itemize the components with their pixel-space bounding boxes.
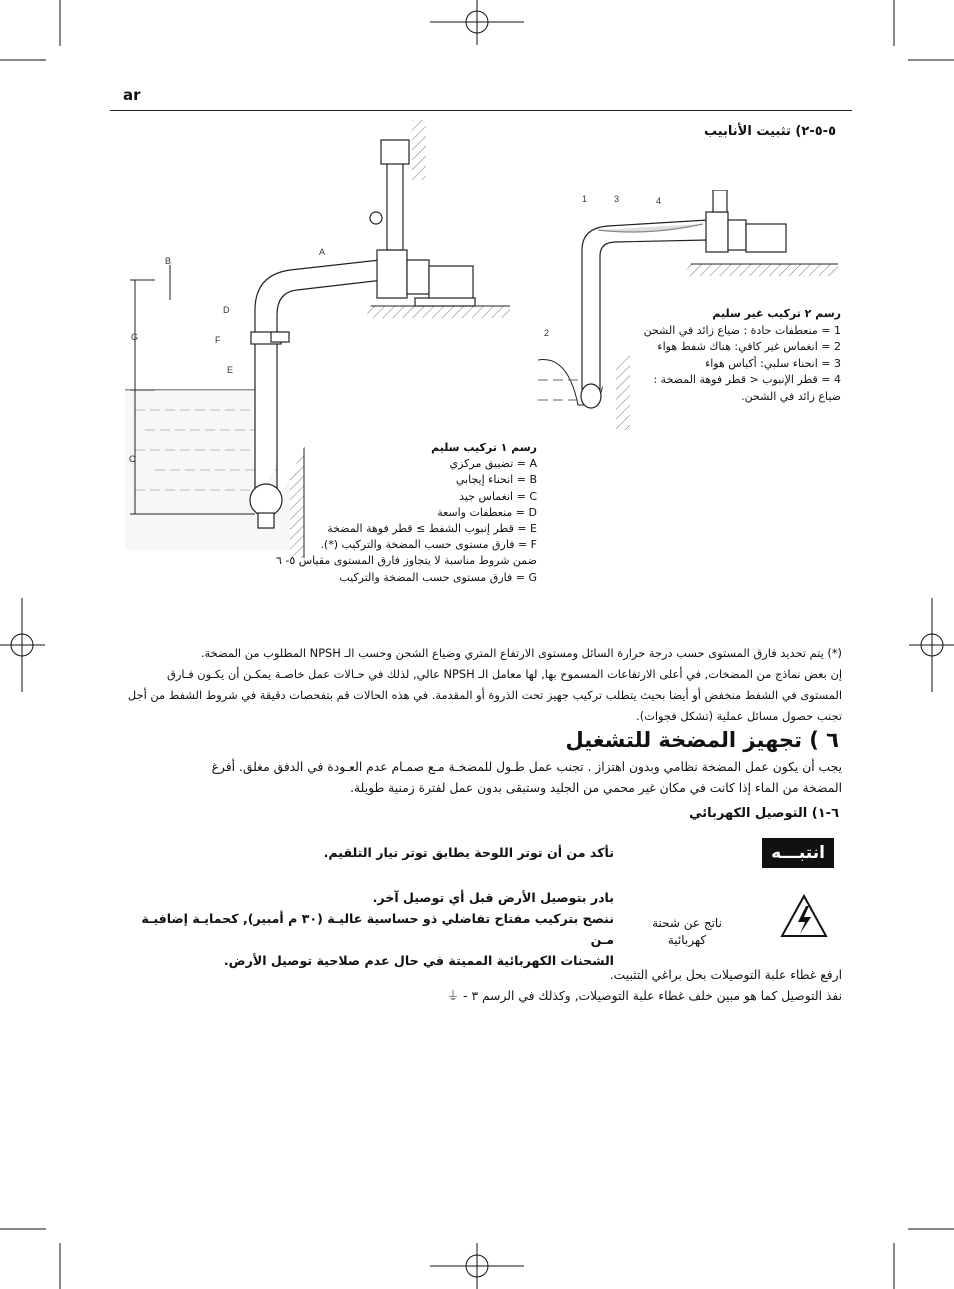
legend-item: 2 = انغماس غير كافي: هناك شفط هواء — [657, 340, 841, 353]
number-1: 1 — [582, 194, 588, 204]
legend-item: D = منعطفات واسعة — [437, 505, 537, 519]
section6-1-heading: ٦-١) التوصيل الكهربائي — [689, 806, 839, 821]
grounding-instruction — [114, 887, 614, 971]
letter-a: A — [319, 247, 326, 257]
section6-heading: ٦ ) تجهيز المضخة للتشغيل — [565, 728, 839, 752]
instruction-line: بادر بتوصيل الأرض قبل أي توصيل آخر. — [372, 890, 614, 905]
legend-item: ضمن شروط مناسبة لا يتجاوز فارق المستوى مقياس ٥- ٦ — [275, 554, 537, 568]
legend-item: E = قطر إنبوب الشفط ≥ قطر فوهة المضخة — [327, 522, 537, 536]
letter-d: D — [223, 305, 230, 315]
body-line — [107, 986, 842, 1007]
figure2-legend — [631, 306, 841, 405]
body-line-text: نفذ التوصيل كما هو مبين خلف غطاء علبة التوصيلات, وكذلك في الرسم ٣ - — [463, 989, 842, 1003]
letter-e: E — [227, 365, 234, 375]
pump-motor — [706, 190, 786, 252]
legend-item: A = تضييق مركزي — [449, 457, 537, 471]
figure2-legend-title: رسم ٢ تركيب غير سليم — [712, 307, 841, 320]
body-line: ارفع غطاء علبة التوصيلات بحل براغي التثبيت. — [609, 968, 842, 982]
footnote-line: المستوى في الشفط منخفض أو أيضا بحيث يتطلب تركيب جهيز تحت الذروة أو المقدمة. في هذه الحالات قم بتفحصات دقيقة في شروط الشفط من أجل — [127, 688, 842, 702]
language-code: ar — [123, 86, 141, 104]
figure1-legend — [207, 440, 537, 586]
number-4: 4 — [656, 196, 662, 206]
body-line: المضخة من الماء إذا كانت في مكان غير محمي من الجليد وستبقى بدون عمل لفترة زمنية طويلة. — [350, 781, 842, 795]
letter-f: F — [215, 335, 221, 345]
number-3: 3 — [614, 194, 620, 204]
warning-label: انتبـــه — [762, 838, 834, 868]
legend-item: G = فارق مستوى حسب المضخة والتركيب — [339, 570, 537, 584]
legend-item: B = انحناء إيجابي — [455, 473, 537, 487]
number-2: 2 — [544, 328, 550, 338]
section6-body — [107, 757, 842, 799]
legend-item: 1 = منعطفات حادة : ضياع زائد في الشحن — [643, 323, 841, 337]
hazard-caption: ناتج عن شحنة كهربائية — [652, 916, 722, 947]
instruction-line: ننصح بتركيب مفتاح تفاضلي ذو حساسية عاليـة (٣٠ م أمبير), كحمايـة إضافيـة مـن — [141, 911, 614, 947]
footnote-line: (*) يتم تحديد فارق المستوى حسب درجة حرارة السائل ومستوى الارتفاع المتري وضياع الشحن وحسب الـ NPSH المطلوب من المضخة. — [200, 646, 842, 660]
letter-b: B — [165, 256, 172, 266]
legend-item: F = فارق مستوى حسب المضخة والتركيب (*). — [320, 538, 537, 552]
letter-g: G — [131, 332, 139, 342]
electric-hazard-icon — [780, 894, 828, 938]
connection-paragraph — [107, 965, 842, 1007]
legend-item: 4 = قطر الإنبوب < قطر فوهة المضخة : — [653, 373, 841, 386]
instruction-line: الشحنات الكهربائية المميتة في حال عدم صلاحية توصيل الأرض. — [223, 953, 614, 968]
figure1-legend-title: رسم ١ تركيب سليم — [431, 441, 537, 454]
legend-item: C = انغماس جيد — [459, 489, 537, 503]
footnote-line: إن بعض نماذج من المضخات, في أعلى الارتفاعات المسموح بها, لها معامل الـ NPSH عالي, لذلك في حـالات عمل خاصـة يمكـن أن يكـون فـارق — [167, 667, 842, 681]
body-line: يجب أن يكون عمل المضخة نظامي وبدون اهتزاز . تجنب عمل طـول للمضخـة مـع صمـام عدم العـودة في الدفق مغلق. أفرغ — [211, 760, 842, 774]
voltage-instruction: تأكد من أن توتر اللوحة يطابق توتر تيار التلقيم. — [323, 845, 614, 860]
header-rule — [110, 110, 852, 111]
section-title: ٥-٥-٢) تثبيت الأنابيب — [703, 124, 836, 139]
footnote-line: تجنب حصول مسائل عملية (تشكل فجوات). — [636, 709, 842, 723]
letter-c: C — [129, 454, 136, 464]
footnote-paragraph — [107, 643, 842, 727]
legend-item: 3 = انحناء سلبي: أكياس هواء — [705, 356, 841, 370]
ground-symbol: ⏚ — [446, 989, 460, 1003]
legend-item: ضياع زائد في الشحن. — [741, 389, 841, 403]
